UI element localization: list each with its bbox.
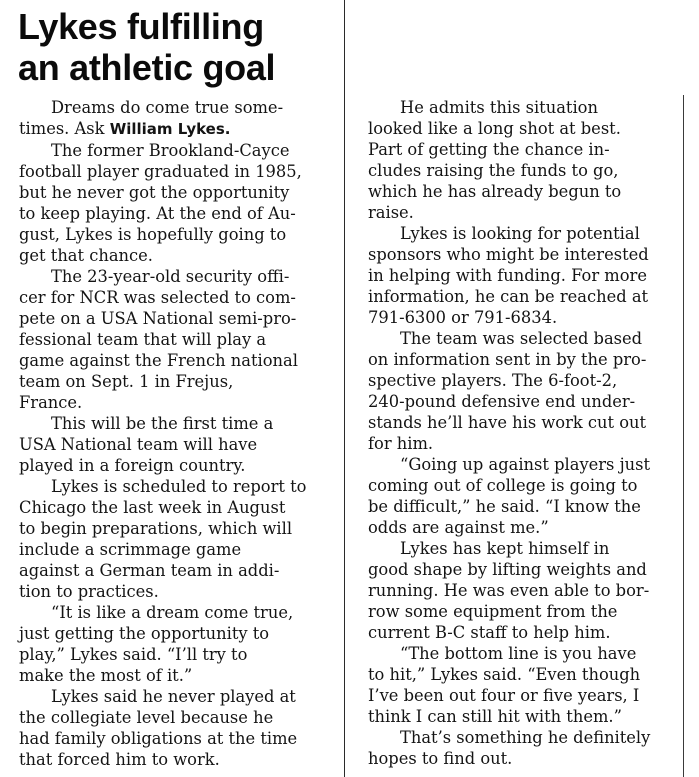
text-line: play,” Lykes said. “I’ll try to — [19, 645, 248, 664]
text-line: the collegiate level because he — [19, 708, 274, 727]
text-line: to hit,” Lykes said. “Even though — [368, 665, 641, 684]
paragraph — [368, 328, 673, 454]
text-line: gust, Lykes is hopefully going to — [19, 225, 287, 244]
text-line: cer for NCR was selected to com- — [19, 288, 296, 307]
text-line: Lykes said he never played at — [51, 687, 296, 706]
text-line: played in a foreign country. — [19, 456, 246, 475]
paragraph — [368, 223, 673, 328]
text-line: odds are against me.” — [368, 518, 549, 537]
text-line: Dreams do come true some- — [51, 98, 284, 117]
column-divider — [344, 0, 345, 777]
text-line: Lykes is looking for potential — [400, 224, 640, 243]
text-line: That’s something he definitely — [400, 728, 651, 747]
text-line: think I can still hit with them.” — [368, 707, 622, 726]
text-line: be difficult,” he said. “I know the — [368, 497, 641, 516]
text-line: This will be the first time a — [51, 414, 274, 433]
paragraph — [19, 686, 324, 770]
text-line: USA National team will have — [19, 435, 258, 454]
text-line: on information sent in by the pro- — [368, 350, 647, 369]
text-line: Part of getting the chance in- — [368, 140, 610, 159]
text-line: running. He was even able to bor- — [368, 581, 650, 600]
paragraph — [19, 140, 324, 266]
paragraph — [19, 413, 324, 476]
text-line: stands he’ll have his work cut out — [368, 413, 647, 432]
text-line: team on Sept. 1 in Frejus, — [19, 372, 234, 391]
text-line: include a scrimmage game — [19, 540, 242, 559]
right-edge-rule — [683, 95, 684, 777]
text-line: against a German team in addi- — [19, 561, 280, 580]
text-line: Lykes is scheduled to report to — [51, 477, 307, 496]
left-column — [19, 97, 324, 770]
headline-line: an athletic goal — [18, 47, 276, 88]
text-line: just getting the opportunity to — [19, 624, 270, 643]
text-line: had family obligations at the time — [19, 729, 298, 748]
headline-line: Lykes fulfilling — [18, 6, 264, 47]
paragraph — [19, 602, 324, 686]
text-line: information, he can be reached at — [368, 287, 649, 306]
text-line: to keep playing. At the end of Au- — [19, 204, 296, 223]
text-line: He admits this situation — [400, 98, 598, 117]
text-line: tion to practices. — [19, 582, 159, 601]
text-line: get that chance. — [19, 246, 153, 265]
paragraph — [368, 538, 673, 643]
headline — [18, 6, 348, 88]
text-line: cludes raising the funds to go, — [368, 161, 619, 180]
person-name: William Lykes. — [109, 120, 231, 138]
paragraph — [368, 454, 673, 538]
text-line: good shape by lifting weights and — [368, 560, 647, 579]
text-line: hopes to find out. — [368, 749, 513, 768]
text-line: I’ve been out four or five years, I — [368, 686, 640, 705]
text-line: football player graduated in 1985, — [19, 162, 302, 181]
paragraph — [19, 97, 324, 140]
text-line: but he never got the opportunity — [19, 183, 290, 202]
text-line: in helping with funding. For more — [368, 266, 647, 285]
text-line: looked like a long shot at best. — [368, 119, 621, 138]
text-line: “It is like a dream come true, — [51, 603, 294, 622]
text-line: pete on a USA National semi-pro- — [19, 309, 297, 328]
paragraph — [368, 727, 673, 769]
text-line: which he has already begun to — [368, 182, 622, 201]
text-line: 240-pound defensive end under- — [368, 392, 636, 411]
right-column — [368, 97, 673, 769]
text-line: that forced him to work. — [19, 750, 220, 769]
text-line: “Going up against players just — [400, 455, 651, 474]
text-line: coming out of college is going to — [368, 476, 638, 495]
paragraph — [19, 476, 324, 602]
text-line: Chicago the last week in August — [19, 498, 286, 517]
text-line: Lykes has kept himself in — [400, 539, 610, 558]
paragraph — [19, 266, 324, 413]
text-line: row some equipment from the — [368, 602, 618, 621]
paragraph — [368, 97, 673, 223]
text-line: to begin preparations, which will — [19, 519, 293, 538]
paragraph — [368, 643, 673, 727]
text-line: France. — [19, 393, 83, 412]
text-line: The former Brookland-Cayce — [51, 141, 290, 160]
text-line: spective players. The 6-foot-2, — [368, 371, 618, 390]
text-span: times. Ask — [19, 119, 110, 138]
text-line: make the most of it.” — [19, 666, 193, 685]
text-line: The 23-year-old security offi- — [51, 267, 290, 286]
text-line: 791-6300 or 791-6834. — [368, 308, 558, 327]
text-line: “The bottom line is you have — [400, 644, 637, 663]
text-line: current B-C staff to help him. — [368, 623, 611, 642]
text-line: sponsors who might be interested — [368, 245, 649, 264]
text-line — [19, 118, 324, 140]
text-line: for him. — [368, 434, 434, 453]
text-line: The team was selected based — [400, 329, 643, 348]
text-line: raise. — [368, 203, 414, 222]
text-line: fessional team that will play a — [19, 330, 267, 349]
text-line: game against the French national — [19, 351, 298, 370]
